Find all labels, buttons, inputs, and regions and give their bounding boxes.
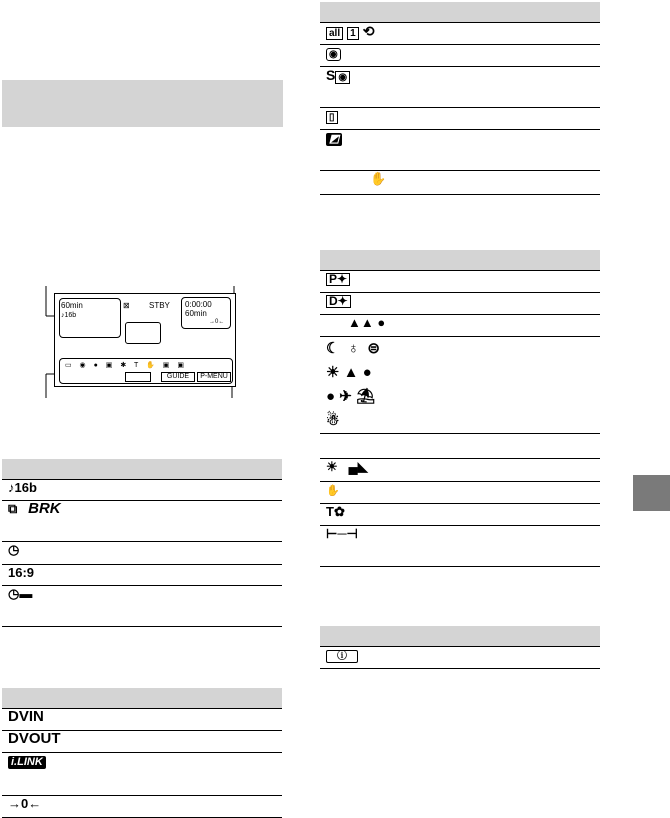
table-row: ⧉ BRK — [2, 501, 282, 542]
steady-shot-icon: ✋ — [370, 171, 387, 186]
table-row — [320, 67, 600, 108]
table-row — [320, 45, 600, 67]
picture-effect-icon: P✦ — [326, 273, 350, 286]
timer-icon: ◷ — [8, 542, 20, 557]
repeat-icon: ⟲ — [362, 23, 375, 39]
timer-lamp-icon: ◷▬ — [8, 586, 33, 601]
table-row — [320, 271, 600, 293]
lcd-screen-diagram — [42, 286, 242, 398]
pmenu-button: P-MENU — [197, 372, 231, 382]
all-icon: all — [326, 27, 343, 40]
audio-mode: ♪16b — [61, 312, 77, 319]
table-row — [320, 482, 600, 504]
table-header — [320, 250, 600, 271]
table-row — [320, 315, 600, 337]
steadyshot-off-icon: ✋ — [326, 485, 340, 497]
table-header — [320, 2, 600, 23]
table-row: →0← — [2, 796, 282, 818]
tele-macro-icon: T✿ — [326, 504, 345, 519]
table-row: DVOUT — [2, 731, 282, 753]
table-row: i.LINK — [2, 753, 282, 796]
landscape-portrait-icons: ▲▲ ● — [348, 315, 386, 330]
table-row: 16:9 — [2, 565, 282, 586]
table-row — [320, 459, 600, 482]
table-header — [2, 459, 282, 480]
table-row — [320, 171, 600, 195]
table-row — [320, 526, 600, 567]
bottom-icons-row: ▭ ◉ ● ▣ ✱ T ✋ ▣ ▣ — [65, 362, 187, 369]
table-row — [320, 647, 600, 669]
right-table-3 — [320, 626, 600, 669]
right-table-2 — [320, 250, 600, 567]
digital-effect-icon: D✦ — [326, 295, 351, 308]
super-nightshot-icon: S ◉ — [326, 67, 354, 84]
section-heading-box — [2, 80, 283, 127]
table-row — [320, 504, 600, 526]
one-icon: 1 — [347, 27, 359, 40]
program-ae-icons-1: ☾ ♁ ⊜ — [326, 340, 380, 357]
tape-remaining: 60min — [185, 309, 207, 318]
left-table-2 — [2, 688, 282, 818]
table-row — [2, 542, 282, 565]
table-row: ♪16b — [2, 480, 282, 501]
center-indicator-box — [125, 322, 161, 344]
table-row — [320, 434, 600, 459]
mode-status: STBY — [149, 301, 170, 310]
program-ae-icons-4: ☃ — [326, 412, 340, 429]
burst-icon: ⧉ — [8, 501, 18, 516]
fader-icon: ◩ — [326, 133, 342, 146]
white-balance-icons: ☀ ▄◣ — [326, 459, 368, 474]
chapter-tab — [633, 475, 670, 511]
exposure-spot-icon: ⊢─⊣ — [326, 526, 358, 541]
table-header — [320, 626, 600, 647]
table-row: DVIN — [2, 709, 282, 731]
lcd-screen — [54, 293, 236, 387]
left-table-1 — [2, 459, 282, 627]
table-header — [2, 688, 282, 709]
table-row — [320, 130, 600, 171]
program-ae-icons-3: ● ✈ ⛱ — [326, 388, 376, 405]
battery-time: 60min — [61, 301, 83, 310]
color-slow-shutter-icon: ▯ — [326, 111, 338, 124]
program-ae-icons-2: ☀ ▲ ● — [326, 364, 372, 381]
tape-icon: ⊠ — [123, 301, 130, 310]
table-row — [320, 293, 600, 315]
table-row — [2, 586, 282, 627]
info-icon: ⓘ — [326, 650, 358, 663]
zero-set-indicator: →0← — [209, 319, 225, 325]
right-table-1 — [320, 2, 600, 195]
screen-button-1 — [125, 372, 151, 382]
nightshot-icon: ◉ — [326, 48, 341, 61]
counter: 0:00:00 — [185, 300, 212, 309]
table-row — [320, 23, 600, 45]
table-row — [320, 337, 600, 434]
table-row — [320, 108, 600, 130]
guide-button: GUIDE — [161, 372, 195, 382]
